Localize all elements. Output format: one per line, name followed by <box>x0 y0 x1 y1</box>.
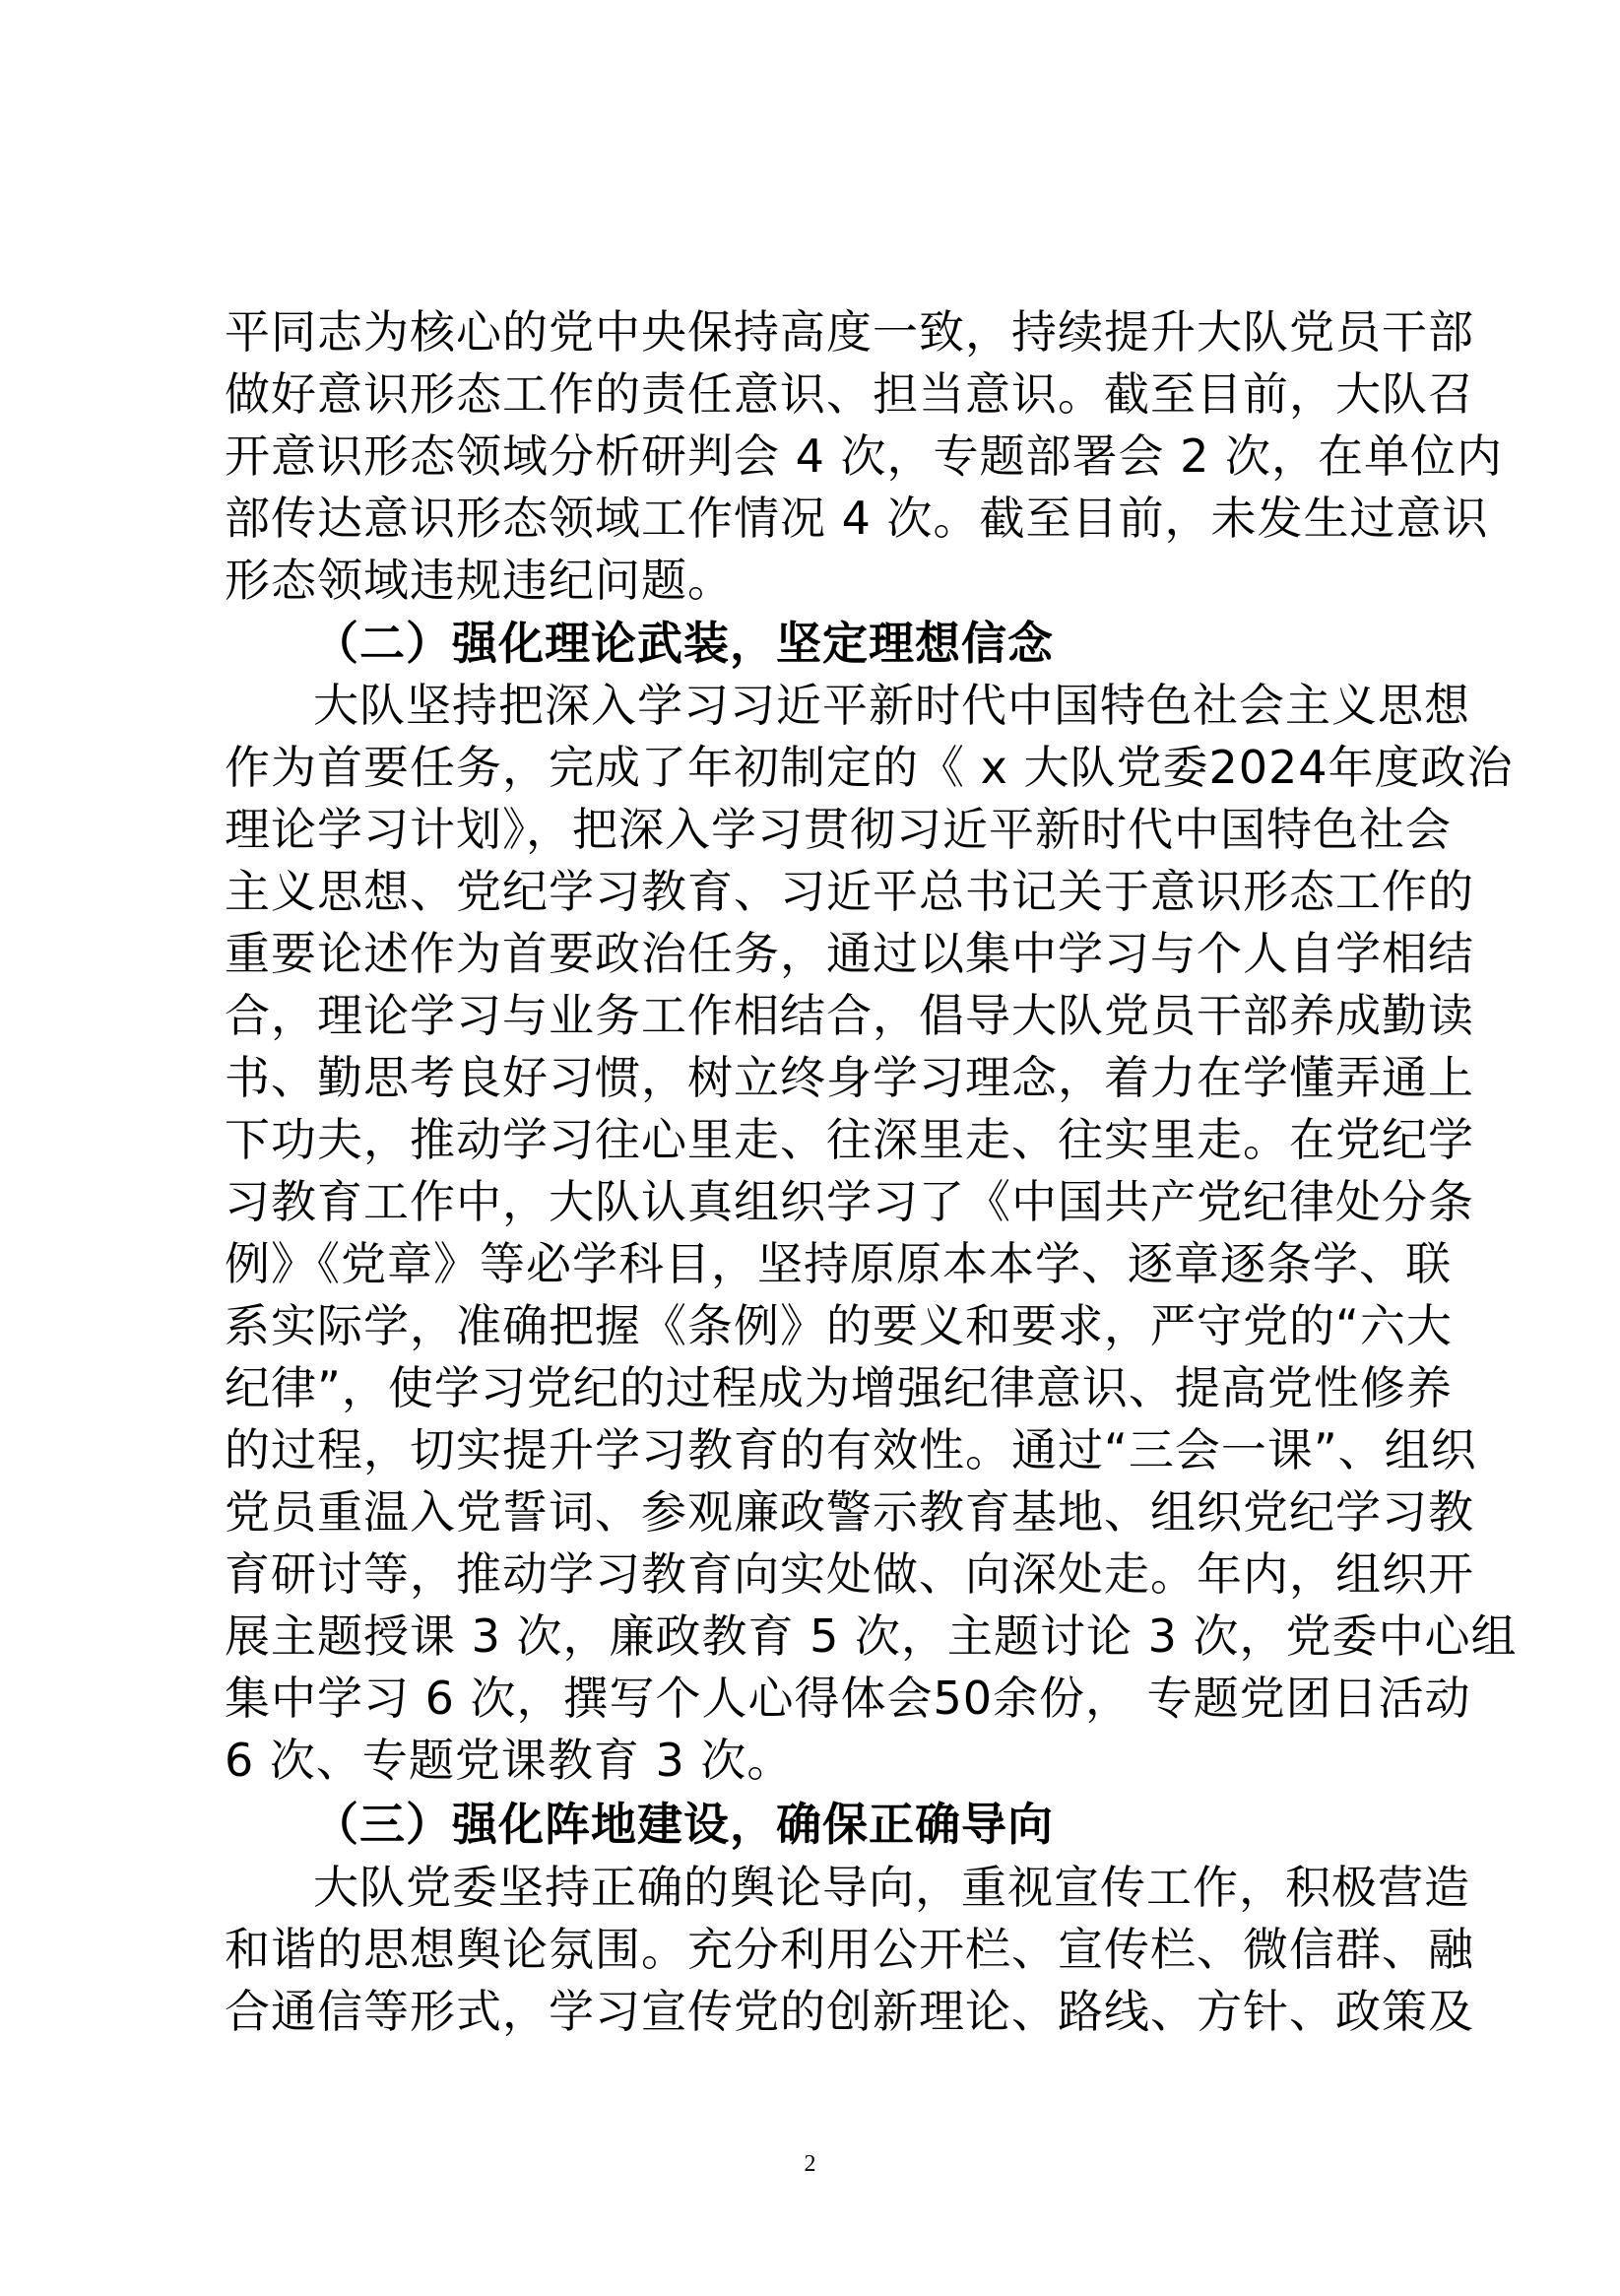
paragraph-line: 例》《党章》等必学科目，坚持原原本本学、逐章逐条学、联 <box>225 1237 1452 1290</box>
paragraph-line: 育研讨等，推动学习教育向实处做、向深处走。年内，组织开 <box>225 1547 1474 1601</box>
paragraph-line: 大队坚持把深入学习习近平新时代中国特色社会主义思想 <box>313 679 1470 732</box>
paragraph-line: 展主题授课 3 次，廉政教育 5 次，主题讨论 3 次，党委中心组 <box>225 1609 1518 1663</box>
page-number: 2 <box>804 2151 816 2177</box>
paragraph-line: 合，理论学习与业务工作相结合，倡导大队党员干部养成勤读 <box>225 989 1474 1042</box>
paragraph-line: 下功夫，推动学习往心里走、往深里走、往实里走。在党纪学 <box>225 1113 1474 1166</box>
paragraph-line: 书、勤思考良好习惯，树立终身学习理念，着力在学懂弄通上 <box>225 1051 1474 1104</box>
paragraph-line: 集中学习 6 次，撰写个人心得体会50余份， 专题党团日活动 <box>225 1672 1471 1725</box>
paragraph-line: 6 次、专题党课教育 3 次。 <box>225 1734 794 1787</box>
paragraph-line: 重要论述作为首要政治任务，通过以集中学习与个人自学相结 <box>225 927 1474 980</box>
paragraph-line: 做好意识形态工作的责任意识、担当意识。截至目前，大队召 <box>225 367 1474 421</box>
paragraph-line: 作为首要任务，完成了年初制定的《 x 大队党委2024年度政治 <box>225 741 1514 794</box>
section-heading: （二）强化理论武装，坚定理想信念 <box>313 617 1054 670</box>
paragraph-line: 主义思想、党纪学习教育、习近平总书记关于意识形态工作的 <box>225 865 1474 918</box>
paragraph-line: 理论学习计划》，把深入学习贯彻习近平新时代中国特色社会 <box>225 803 1452 856</box>
paragraph-line: 合通信等形式，学习宣传党的创新理论、路线、方针、政策及 <box>225 1985 1474 2038</box>
paragraph-line: 形态领域违规违纪问题。 <box>225 554 734 607</box>
paragraph-line: 党员重温入党誓词、参观廉政警示教育基地、组织党纪学习教 <box>225 1485 1474 1539</box>
section-heading: （三）强化阵地建设，确保正确导向 <box>313 1798 1054 1851</box>
paragraph-line: 纪律”，使学习党纪的过程成为增强纪律意识、提高党性修养 <box>225 1361 1453 1414</box>
paragraph-line: 习教育工作中，大队认真组织学习了《中国共产党纪律处分条 <box>225 1175 1474 1228</box>
paragraph-line: 的过程，切实提升学习教育的有效性。通过“三会一课”、组织 <box>225 1423 1477 1476</box>
paragraph-line: 部传达意识形态领域工作情况 4 次。截至目前，未发生过意识 <box>225 492 1489 545</box>
paragraph-line: 和谐的思想舆论氛围。充分利用公开栏、宣传栏、微信群、融 <box>225 1923 1474 1976</box>
paragraph-line: 开意识形态领域分析研判会 4 次，专题部署会 2 次，在单位内 <box>225 429 1504 483</box>
paragraph-line: 大队党委坚持正确的舆论导向，重视宣传工作，积极营造 <box>313 1861 1470 1914</box>
paragraph-line: 系实际学，准确把握《条例》的要义和要求，严守党的“六大 <box>225 1299 1453 1352</box>
paragraph-line: 平同志为核心的党中央保持高度一致，持续提升大队党员干部 <box>225 305 1474 359</box>
